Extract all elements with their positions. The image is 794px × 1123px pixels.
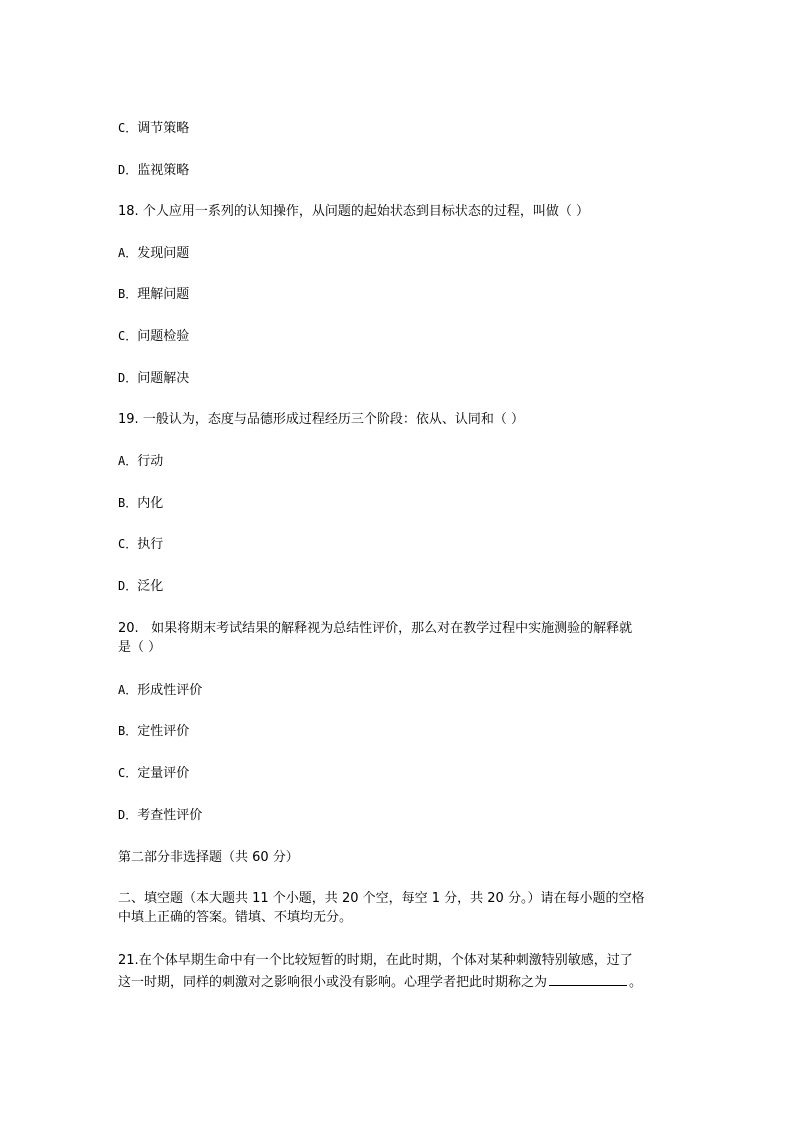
option-d	[118, 806, 678, 825]
option-d	[118, 577, 678, 596]
option-text: 发现问题	[137, 246, 190, 261]
option-c	[118, 535, 678, 554]
option-text: 调节策略	[137, 121, 190, 136]
part-two-heading: 第二部分非选择题（共 60 分）	[118, 850, 299, 865]
option-letter: D．	[118, 579, 138, 593]
question-text: 如果将期末考试结果的解释视为总结性评价，那么对在教学过程中实施测验的解释就	[151, 621, 633, 636]
option-letter: B．	[118, 496, 138, 510]
option-letter: C．	[118, 329, 138, 343]
question-20-stem-line2	[118, 638, 678, 657]
question-number: 19.	[118, 412, 139, 427]
option-b	[118, 285, 678, 304]
option-a	[118, 244, 678, 263]
option-b	[118, 722, 678, 741]
question-end: 。	[629, 975, 643, 990]
question-20-stem-line1	[118, 619, 678, 638]
answer-blank	[549, 971, 627, 986]
option-c	[118, 327, 678, 346]
section-title-line1: 二、填空题（本大题共 11 个小题，共 20 个空，每空 1 分，共 20 分。）请在每小题的空格	[118, 891, 645, 906]
option-letter: B．	[118, 724, 138, 738]
question-21-line1	[118, 951, 678, 970]
option-text: 内化	[137, 496, 164, 511]
option-letter: A．	[118, 246, 138, 260]
option-letter: A．	[118, 454, 138, 468]
question-number: 21.	[118, 953, 139, 968]
option-text: 定性评价	[137, 724, 190, 739]
option-text: 问题检验	[137, 329, 190, 344]
question-19-stem	[118, 410, 678, 429]
option-text: 执行	[137, 537, 164, 552]
option-letter: B．	[118, 287, 138, 301]
option-d	[118, 161, 678, 180]
question-text: 在个体早期生命中有一个比较短暂的时期，在此时期，个体对某种刺激特别敏感，过了	[138, 953, 633, 968]
question-text: 这一时期，同样的刺激对之影响很小或没有影响。心理学者把此时期称之为	[118, 975, 548, 990]
option-letter: C．	[118, 766, 138, 780]
option-c	[118, 764, 678, 783]
option-text: 泛化	[137, 579, 164, 594]
option-c	[118, 119, 678, 138]
option-letter: D．	[118, 163, 138, 177]
question-text: 是（ ）	[118, 640, 162, 655]
option-text: 理解问题	[137, 287, 190, 302]
option-a	[118, 681, 678, 700]
question-18-stem	[118, 202, 678, 221]
option-text: 监视策略	[137, 163, 190, 178]
section-title-line2: 中填上正确的答案。错填、不填均无分。	[118, 910, 353, 925]
option-text: 形成性评价	[137, 683, 203, 698]
option-letter: C．	[118, 537, 138, 551]
option-text: 定量评价	[137, 766, 190, 781]
option-letter: D．	[118, 808, 138, 822]
option-a	[118, 452, 678, 471]
option-text: 问题解决	[137, 371, 190, 386]
question-number: 18.	[118, 204, 139, 219]
option-text: 行动	[137, 454, 164, 469]
option-text: 考查性评价	[137, 808, 203, 823]
option-d	[118, 369, 678, 388]
question-number: 20.	[118, 621, 139, 636]
option-letter: C．	[118, 121, 138, 135]
option-letter: A．	[118, 683, 138, 697]
option-b	[118, 494, 678, 513]
question-text: 个人应用一系列的认知操作，从问题的起始状态到目标状态的过程，叫做（ ）	[142, 204, 589, 219]
question-text: 一般认为，态度与品德形成过程经历三个阶段：依从、认同和（ ）	[142, 412, 524, 427]
option-letter: D．	[118, 371, 138, 385]
question-21-line2	[118, 971, 678, 992]
